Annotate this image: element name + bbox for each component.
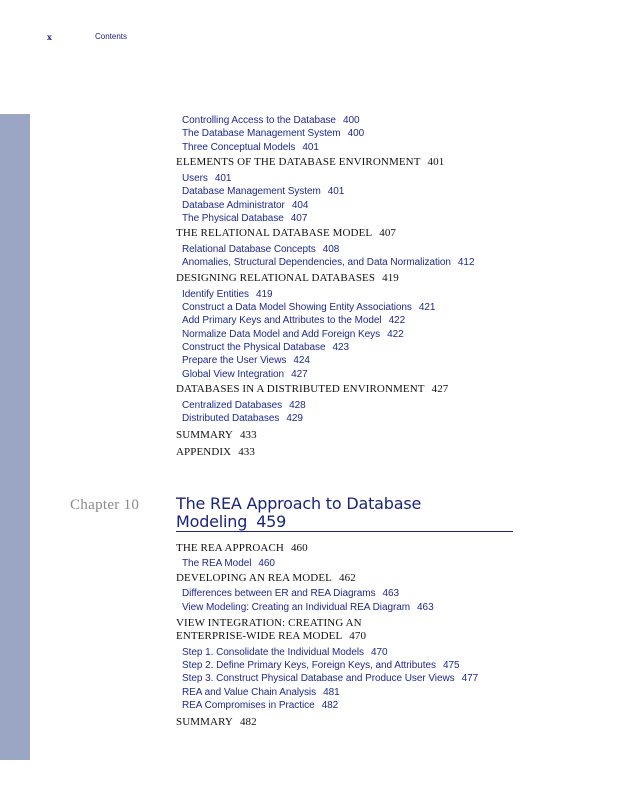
toc-entry-page: 419 [382, 272, 399, 284]
toc-entry[interactable] [182, 116, 360, 126]
toc-entry[interactable] [182, 356, 310, 366]
toc-entry-page: 428 [289, 400, 306, 411]
toc-entry-text: Global View Integration [182, 369, 285, 380]
toc-entry-page: 407 [379, 227, 397, 239]
toc-entry-text: Anomalies, Structural Dependencies, and Data Normalization [182, 257, 451, 268]
toc-entry-text: The Physical Database [182, 213, 284, 224]
toc-entry-page: 460 [290, 542, 308, 554]
toc-entry-page: 421 [418, 302, 436, 313]
toc-entry-text: Differences between ER and REA Diagrams [182, 588, 376, 599]
toc-section-heading[interactable] [176, 384, 448, 395]
toc-entry-text: DATABASES IN A DISTRIBUTED ENVIRONMENT [176, 383, 425, 395]
toc-entry-text: SUMMARY [176, 716, 233, 728]
toc-section-heading[interactable] [176, 430, 257, 441]
toc-entry[interactable] [182, 603, 434, 613]
toc-section-heading[interactable] [176, 717, 257, 728]
chapter-title-page: 459 [256, 512, 287, 531]
toc-entry[interactable] [182, 559, 275, 569]
toc-entry[interactable] [182, 143, 319, 153]
side-color-bar [0, 114, 30, 760]
toc-entry[interactable] [182, 401, 306, 411]
toc-entry[interactable] [182, 589, 399, 599]
page-numeral: x [47, 32, 52, 42]
toc-entry[interactable] [182, 245, 339, 255]
toc-entry-page: 419 [255, 289, 273, 300]
toc-entry[interactable] [182, 661, 460, 671]
toc-entry-text: Database Management System [182, 186, 321, 197]
toc-entry-page: 401 [327, 186, 345, 197]
toc-entry-text: Construct the Physical Database [182, 342, 326, 353]
toc-entry[interactable] [182, 414, 303, 424]
chapter-title-line2: Modeling [176, 512, 248, 531]
toc-entry-text: Identify Entities [182, 289, 249, 300]
toc-entry-text: Controlling Access to the Database [182, 115, 336, 126]
toc-entry-page: 470 [370, 647, 388, 658]
toc-entry[interactable] [182, 187, 344, 197]
toc-entry-text: The Database Management System [182, 128, 341, 139]
toc-entry[interactable] [182, 201, 308, 211]
toc-entry-page: 401 [214, 173, 232, 184]
toc-entry-page: 422 [387, 329, 404, 340]
toc-entry-text: APPENDIX [176, 446, 232, 458]
toc-entry-text: SUMMARY [176, 429, 233, 441]
chapter-rule-divider [176, 531, 513, 532]
toc-entry-page: 481 [323, 687, 340, 698]
toc-entry-page: 433 [239, 429, 257, 441]
toc-entry-text: The REA Model [182, 558, 252, 569]
toc-entry-page: 427 [291, 369, 308, 380]
toc-entry-text: ELEMENTS OF THE DATABASE ENVIRONMENT [176, 156, 421, 168]
toc-entry-page: 401 [302, 142, 319, 153]
chapter-label: Chapter 10 [70, 497, 140, 513]
toc-section-heading[interactable] [176, 573, 356, 584]
toc-entry-text: Prepare the User Views [182, 355, 287, 366]
toc-entry-page: 423 [332, 342, 350, 353]
toc-entry-page: 462 [339, 572, 356, 584]
toc-entry[interactable] [182, 370, 308, 380]
chapter-title[interactable] [176, 495, 421, 531]
toc-entry[interactable] [182, 648, 388, 658]
toc-entry-text: Add Primary Keys and Attributes to the Model [182, 315, 382, 326]
toc-entry-text: Step 1. Consolidate the Individual Models [182, 647, 364, 658]
toc-entry-text: VIEW INTEGRATION: CREATING AN [176, 617, 362, 629]
toc-entry-text: REA and Value Chain Analysis [182, 687, 317, 698]
toc-entry-text: View Modeling: Creating an Individual REA Diagram [182, 602, 411, 613]
toc-entry[interactable] [182, 258, 474, 268]
toc-entry-page: 408 [322, 244, 340, 255]
toc-entry-page: 463 [417, 602, 434, 613]
toc-section-heading[interactable] [176, 447, 255, 458]
toc-entry-page: 463 [382, 588, 400, 599]
toc-entry-page: 427 [431, 383, 449, 395]
toc-entry-text: DESIGNING RELATIONAL DATABASES [176, 272, 376, 284]
toc-entry[interactable] [182, 674, 478, 684]
toc-entry-text: Normalize Data Model and Add Foreign Keys [182, 329, 381, 340]
toc-section-heading[interactable] [176, 631, 366, 642]
chapter-title-line1: The REA Approach to Database [176, 494, 422, 513]
toc-section-heading[interactable] [176, 228, 396, 239]
toc-entry-text: ENTERPRISE-WIDE REA MODEL [176, 630, 343, 642]
toc-entry-page: 400 [347, 128, 365, 139]
toc-entry[interactable] [182, 290, 273, 300]
toc-entry-text: Relational Database Concepts [182, 244, 316, 255]
toc-entry-text: REA Compromises in Practice [182, 700, 315, 711]
toc-entry[interactable] [182, 174, 231, 184]
toc-entry-page: 482 [239, 716, 257, 728]
toc-entry[interactable] [182, 303, 435, 313]
toc-entry-page: 482 [321, 700, 339, 711]
toc-entry-page: 429 [286, 413, 303, 424]
toc-entry-text: Step 2. Define Primary Keys, Foreign Keys, and Attributes [182, 660, 436, 671]
toc-entry[interactable] [182, 316, 405, 326]
running-head: Contents [95, 32, 128, 41]
toc-entry-page: 475 [442, 660, 460, 671]
toc-entry-page: 460 [258, 558, 275, 569]
toc-section-heading[interactable] [176, 273, 399, 284]
toc-entry-page: 422 [388, 315, 406, 326]
toc-entry-page: 404 [291, 200, 309, 211]
toc-entry-page: 433 [238, 446, 256, 458]
toc-section-heading[interactable] [176, 543, 308, 554]
toc-entry-text: THE RELATIONAL DATABASE MODEL [176, 227, 373, 239]
toc-entry[interactable] [182, 343, 349, 353]
toc-section-heading[interactable] [176, 618, 362, 629]
toc-entry-page: 477 [461, 673, 479, 684]
toc-entry-page: 424 [293, 355, 310, 366]
toc-entry-text: Centralized Databases [182, 400, 283, 411]
toc-entry-page: 400 [342, 115, 360, 126]
toc-entry-text: THE REA APPROACH [176, 542, 284, 554]
toc-entry-text: Three Conceptual Models [182, 142, 296, 153]
toc-entry-text: Users [182, 173, 208, 184]
toc-entry[interactable] [182, 129, 364, 139]
toc-entry-text: Database Administrator [182, 200, 285, 211]
toc-entry-page: 407 [290, 213, 308, 224]
toc-entry[interactable] [182, 701, 338, 711]
toc-entry-text: Step 3. Construct Physical Database and Produce User Views [182, 673, 455, 684]
toc-entry-page: 470 [349, 630, 367, 642]
toc-entry[interactable] [182, 330, 404, 340]
toc-entry-page: 401 [427, 156, 445, 168]
toc-entry-text: Distributed Databases [182, 413, 280, 424]
toc-entry-text: Construct a Data Model Showing Entity Associations [182, 302, 412, 313]
toc-entry[interactable] [182, 214, 307, 224]
toc-entry-text: DEVELOPING AN REA MODEL [176, 572, 332, 584]
toc-section-heading[interactable] [176, 157, 444, 168]
toc-entry-page: 412 [457, 257, 475, 268]
toc-entry[interactable] [182, 688, 340, 698]
